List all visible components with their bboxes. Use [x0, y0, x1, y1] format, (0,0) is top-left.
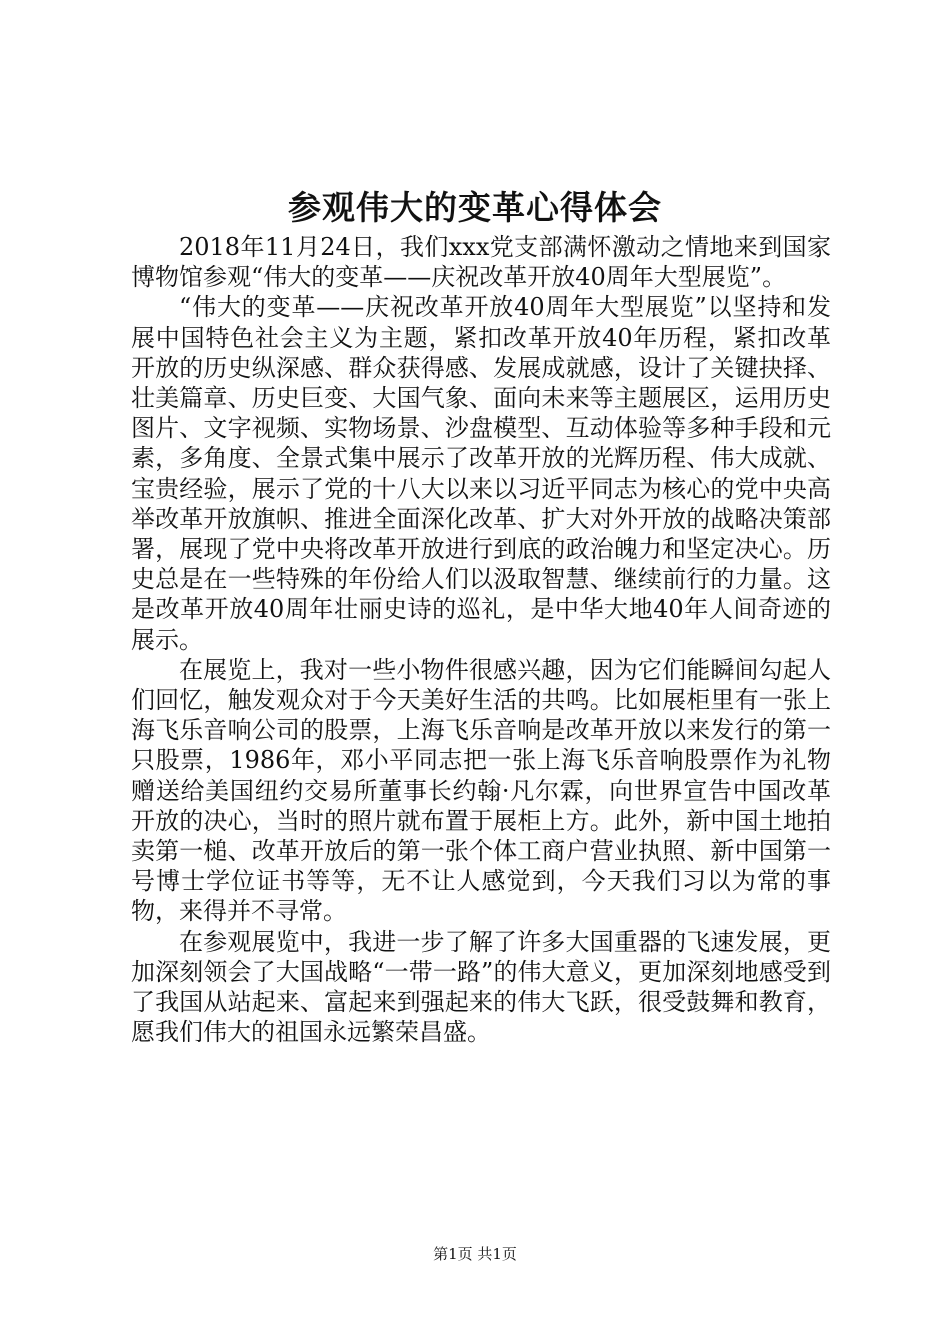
paragraph-3: 在展览上，我对一些小物件很感兴趣，因为它们能瞬间勾起人们回忆，触发观众对于今天美好生活的共鸣。比如展柜里有一张上海飞乐音响公司的股票，上海飞乐音响是改革开放以来发行的第一只股票，1986年，邓小平同志把一张上海飞乐音响股票作为礼物赠送给美国纽约交易所董事长约翰·凡尔霖，向世界宣告中国改革开放的决心，当时的照片就布置于展柜上方。此外，新中国土地拍卖第一槌、改革开放后的第一张个体工商户营业执照、新中国第一号博士学位证书等等，无不让人感觉到，今天我们习以为常的事物，来得并不寻常。	[131, 655, 831, 926]
paragraph-4: 在参观展览中，我进一步了解了许多大国重器的飞速发展，更加深刻领会了大国战略“一带一路”的伟大意义，更加深刻地感受到了我国从站起来、富起来到强起来的伟大飞跃，很受鼓舞和教育，愿我们伟大的祖国永远繁荣昌盛。	[131, 927, 831, 1047]
paragraph-2: “伟大的变革——庆祝改革开放40周年大型展览”以坚持和发展中国特色社会主义为主题，紧扣改革开放40年历程，紧扣改革开放的历史纵深感、群众获得感、发展成就感，设计了关键抉择、壮美篇章、历史巨变、大国气象、面向未来等主题展区，运用历史图片、文字视频、实物场景、沙盘模型、互动体验等多种手段和元素，多角度、全景式集中展示了改革开放的光辉历程、伟大成就、宝贵经验，展示了党的十八大以来以习近平同志为核心的党中央高举改革开放旗帜、推进全面深化改革、扩大对外开放的战略决策部署，展现了党中央将改革开放进行到底的政治魄力和坚定决心。历史总是在一些特殊的年份给人们以汲取智慧、继续前行的力量。这是改革开放40周年壮丽史诗的巡礼，是中华大地40年人间奇迹的展示。	[131, 293, 831, 654]
page-number-footer: 第1页 共1页	[433, 1245, 517, 1263]
document-title: 参观伟大的变革心得体会	[288, 188, 662, 227]
document-body	[131, 232, 831, 1047]
paragraph-1: 2018年11月24日，我们xxx党支部满怀激动之情地来到国家博物馆参观“伟大的变革——庆祝改革开放40周年大型展览”。	[131, 233, 831, 292]
